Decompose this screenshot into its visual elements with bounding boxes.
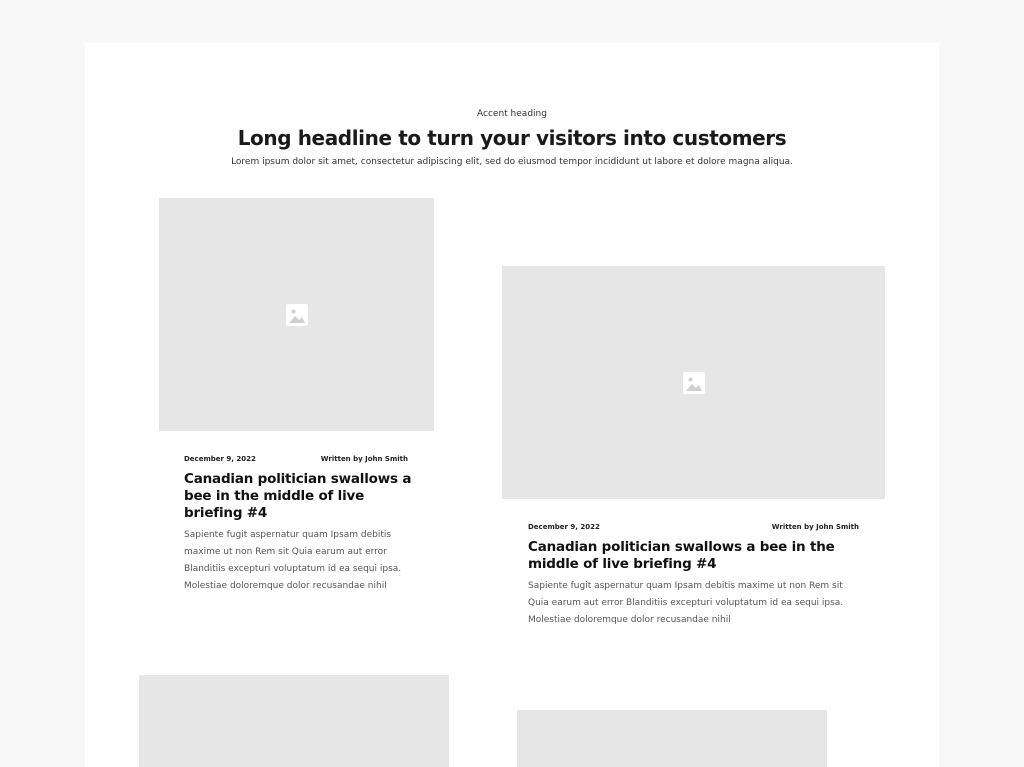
blog-section bbox=[85, 43, 939, 767]
card-meta bbox=[184, 455, 408, 464]
accent-heading: Accent heading bbox=[477, 109, 547, 119]
post-excerpt: Sapiente fugit aspernatur quam Ipsam debitis maxime ut non Rem sit Quia earum aut error Blanditiis excepturi voluptatum id ea sequi ipsa. Molestiae doloremque dolor recusandae nihil bbox=[528, 581, 844, 625]
card-image[interactable] bbox=[502, 266, 885, 499]
card-image[interactable] bbox=[517, 710, 827, 767]
post-excerpt: Sapiente fugit aspernatur quam Ipsam debitis maxime ut non Rem sit Quia earum aut error Blanditiis excepturi voluptatum id ea sequi ipsa. Molestiae doloremque dolor recusandae nihil bbox=[184, 530, 402, 591]
post-date: December 9, 2022 bbox=[184, 455, 256, 463]
post-author: Written by John Smith bbox=[320, 455, 408, 463]
image-placeholder-icon bbox=[683, 372, 705, 394]
post-author: Written by John Smith bbox=[771, 523, 859, 531]
post-title[interactable]: Canadian politician swallows a bee in the middle of live briefing #4 bbox=[184, 471, 412, 521]
card-image[interactable] bbox=[139, 675, 449, 767]
image-placeholder-icon bbox=[286, 304, 308, 326]
section-headline: Long headline to turn your visitors into customers bbox=[237, 126, 787, 150]
section-header bbox=[85, 108, 939, 169]
card-image[interactable] bbox=[159, 198, 434, 431]
section-subtitle: Lorem ipsum dolor sit amet, consectetur adipiscing elit, sed do eiusmod tempor incididunt ut labore et dolore magna aliqua. bbox=[231, 157, 793, 167]
post-date: December 9, 2022 bbox=[528, 523, 600, 531]
card-meta bbox=[528, 523, 859, 532]
post-title[interactable]: Canadian politician swallows a bee in the middle of live briefing #4 bbox=[528, 539, 835, 572]
